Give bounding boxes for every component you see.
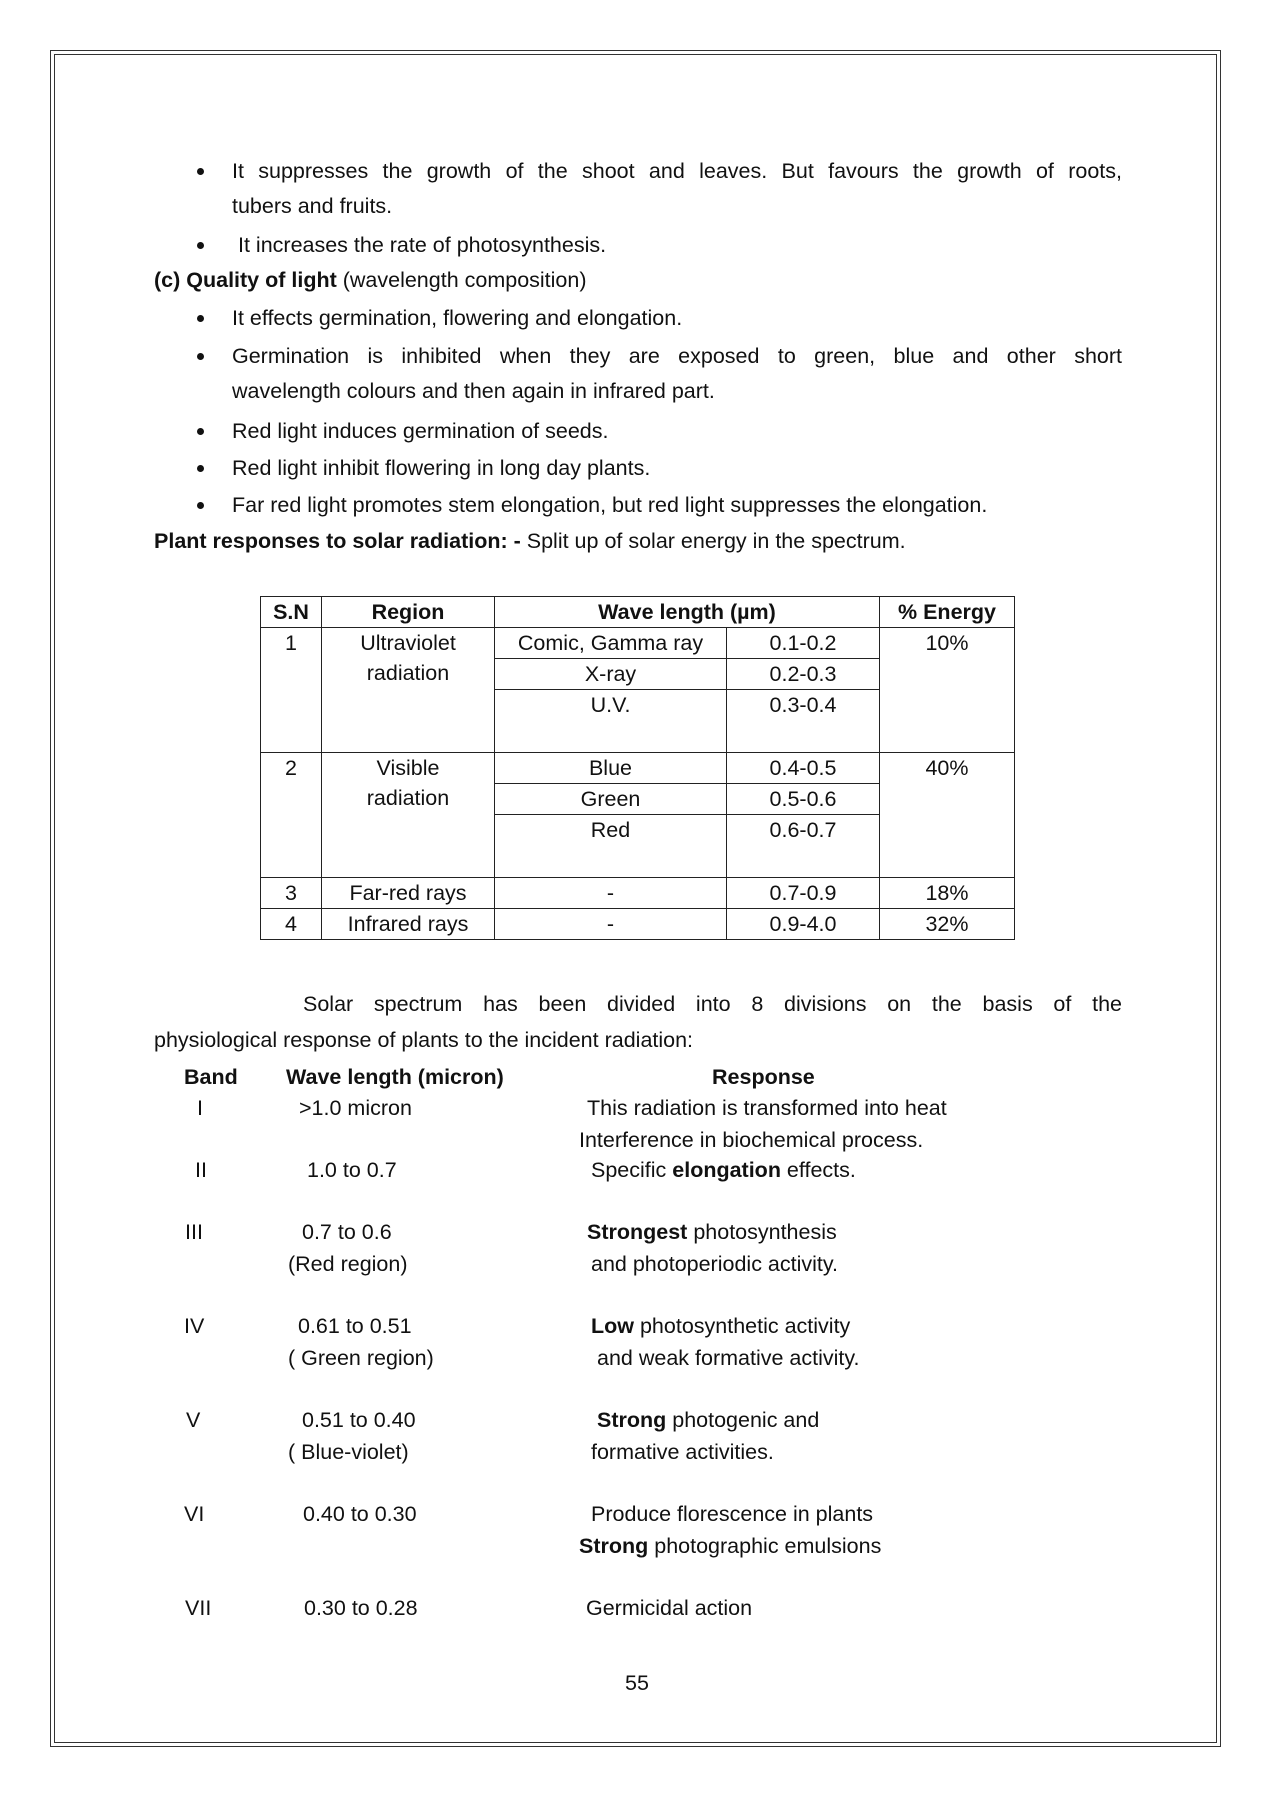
paragraph-line: Solar spectrum has been divided into 8 divisions on the basis of the [303,992,1122,1016]
band-response-line [579,1128,923,1153]
emphasis-text: Low [591,1314,634,1338]
response-text: photogenic and [666,1408,820,1432]
header-cell-region: Region [322,597,495,628]
cell-wavelength: 0.9-4.0 [727,909,880,940]
section-heading [154,268,587,293]
cell-energy: 18% [880,878,1015,909]
cell-sn: 4 [261,909,322,940]
spacer-cell [727,720,880,753]
page-number: 55 [625,1671,649,1695]
bullet-icon [197,465,204,472]
band-numeral: III [185,1220,203,1244]
band-response-line [591,1314,850,1339]
cell-wavelength: 0.2-0.3 [727,659,880,690]
bullet-text: wavelength colours and then again in infrared part. [232,379,715,403]
response-text: and weak formative activity. [597,1346,860,1370]
band-wavelength: >1.0 micron [299,1096,412,1120]
band-column-header: Band [184,1065,238,1089]
cell-sn: 3 [261,878,322,909]
band-numeral: I [197,1096,203,1120]
cell-source: X-ray [495,659,727,690]
band-wavelength: 0.40 to 0.30 [303,1502,417,1526]
bullet-text: Red light induces germination of seeds. [232,419,609,443]
cell-source: - [495,878,727,909]
response-text: This radiation is transformed into heat [587,1096,947,1120]
section-heading-label: (c) Quality of light [154,268,337,292]
band-numeral: II [195,1158,207,1182]
band-wavelength: 0.30 to 0.28 [304,1596,418,1620]
emphasis-text: elongation [672,1158,781,1182]
cell-wavelength: 0.7-0.9 [727,878,880,909]
emphasis-text: Strong [579,1534,649,1558]
response-text: and photoperiodic activity. [591,1252,838,1276]
cell-source: Blue [495,753,727,784]
band-numeral: VI [184,1502,205,1526]
bullet-icon [197,242,204,249]
response-text: photosynthetic activity [634,1314,851,1338]
response-text: formative activities. [591,1440,774,1464]
spacer-cell [495,720,727,753]
bullet-text: Red light inhibit flowering in long day plants. [232,456,651,480]
emphasis-text: Strong [597,1408,667,1432]
band-response-line [591,1440,774,1465]
section-heading-rest: (wavelength composition) [336,268,587,292]
band-numeral: V [186,1408,201,1432]
bullet-text: Germination is inhibited when they are exposed to green, blue and other short [232,344,1122,368]
band-numeral: VII [185,1596,212,1620]
cell-source: Comic, Gamma ray [495,628,727,659]
table-row [261,878,1015,909]
bullet-icon [197,315,204,322]
response-text: photographic emulsions [648,1534,882,1558]
band-wavelength: (Red region) [288,1252,408,1276]
bullet-text: tubers and fruits. [232,194,393,218]
band-wavelength: 1.0 to 0.7 [307,1158,397,1182]
band-wavelength: ( Green region) [288,1346,434,1370]
cell-sn: 2 [261,753,322,878]
cell-region [322,628,495,753]
cell-energy: 10% [880,628,1015,753]
emphasis-text: Strongest [587,1220,688,1244]
spacer-cell [727,845,880,878]
response-text: Produce florescence in plants [591,1502,874,1526]
band-response-line [586,1596,752,1621]
bullet-text: Far red light promotes stem elongation, but red light suppresses the elongation. [232,493,988,517]
band-wavelength: 0.61 to 0.51 [298,1314,412,1338]
header-cell-wavelength: Wave length (µm) [495,597,880,628]
table-row [261,753,1015,784]
bullet-icon [197,168,204,175]
band-response-line [591,1158,856,1183]
bullet-text: It suppresses the growth of the shoot and leaves. But favours the growth of roots, [232,159,1122,183]
cell-wavelength: 0.3-0.4 [727,690,880,721]
band-response-line [597,1408,819,1433]
response-text: Specific [591,1158,673,1182]
cell-wavelength: 0.1-0.2 [727,628,880,659]
region-line: radiation [366,661,450,685]
bullet-icon [197,353,204,360]
table-row [261,909,1015,940]
response-text: photosynthesis [687,1220,837,1244]
band-wavelength: ( Blue-violet) [288,1440,409,1464]
band-response-line [597,1346,859,1371]
spacer-cell [495,845,727,878]
bullet-text: It increases the rate of photosynthesis. [238,233,607,257]
region-line: Ultraviolet [360,631,456,655]
response-text: Germicidal action [586,1596,753,1620]
wavelength-column-header: Wave length (micron) [286,1065,504,1089]
cell-source: Red [495,815,727,846]
cell-source: U.V. [495,690,727,721]
response-column-header: Response [712,1065,815,1089]
paragraph-line: physiological response of plants to the incident radiation: [154,1028,694,1052]
cell-wavelength: 0.5-0.6 [727,784,880,815]
band-numeral: IV [184,1314,205,1338]
cell-region: Infrared rays [322,909,495,940]
bullet-text: It effects germination, flowering and elongation. [232,306,683,330]
table-header-row [261,597,1015,628]
cell-wavelength: 0.6-0.7 [727,815,880,846]
region-line: Visible [376,756,440,780]
band-wavelength: 0.7 to 0.6 [302,1220,392,1244]
plant-responses-heading [154,529,906,554]
band-response-line [591,1252,838,1277]
header-cell-energy: % Energy [880,597,1015,628]
solar-spectrum-table [260,596,1015,940]
cell-source: Green [495,784,727,815]
cell-region: Far-red rays [322,878,495,909]
plant-responses-rest: Split up of solar energy in the spectrum. [520,529,906,553]
cell-sn: 1 [261,628,322,753]
cell-wavelength: 0.4-0.5 [727,753,880,784]
response-text: Interference in biochemical process. [579,1128,924,1152]
response-text: effects. [780,1158,856,1182]
band-wavelength: 0.51 to 0.40 [302,1408,416,1432]
table-row [261,628,1015,659]
cell-energy: 40% [880,753,1015,878]
cell-region [322,753,495,878]
header-cell-sn: S.N [261,597,322,628]
cell-energy: 32% [880,909,1015,940]
region-line: radiation [366,786,450,810]
bullet-icon [197,428,204,435]
band-response-line [587,1096,947,1121]
band-response-line [579,1534,881,1559]
band-response-line [591,1502,873,1527]
plant-responses-label: Plant responses to solar radiation: - [154,529,521,553]
band-response-line [587,1220,837,1245]
cell-source: - [495,909,727,940]
bullet-icon [197,502,204,509]
